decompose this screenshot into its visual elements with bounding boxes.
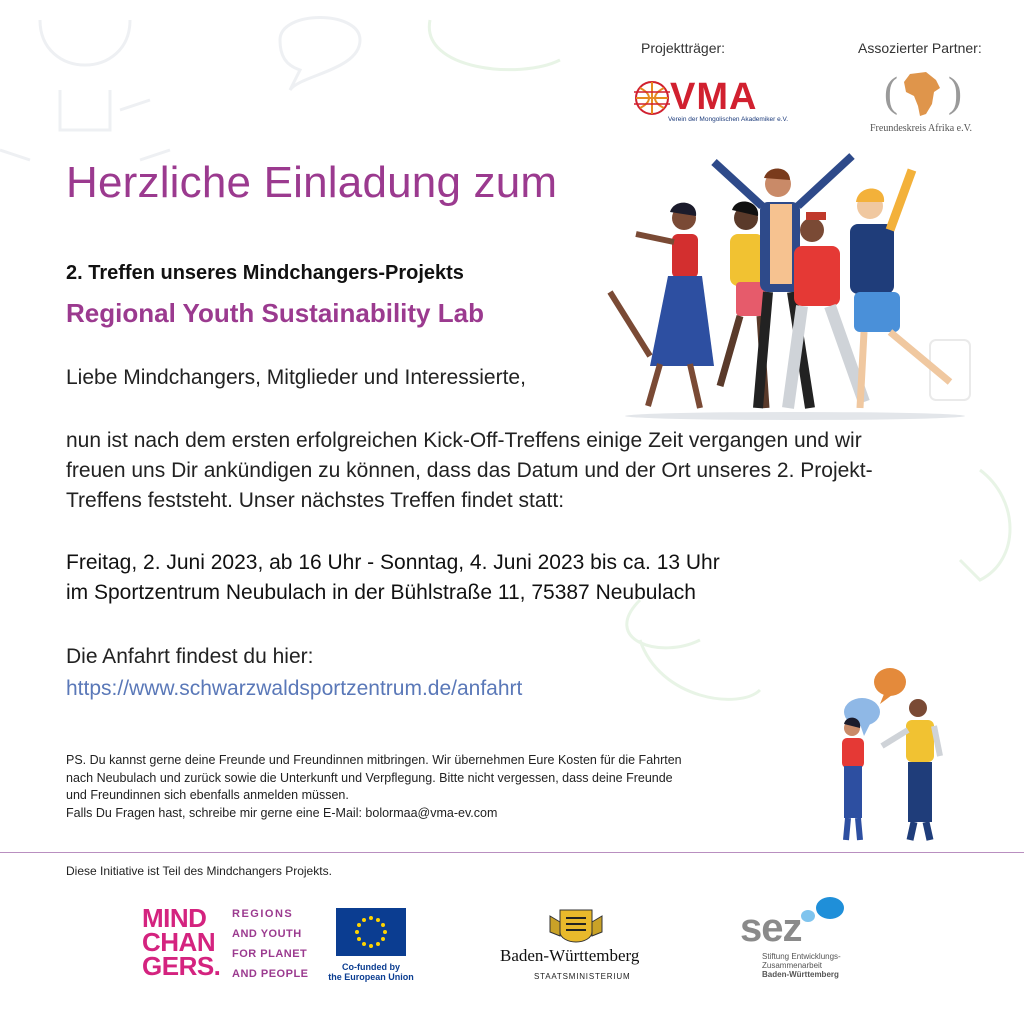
vma-logo-subtitle: Verein der Mongolischen Akademiker e.V. <box>668 116 789 123</box>
postscript-line: PS. Du kannst gerne deine Freunde und Freundinnen mitbringen. Wir übernehmen Eure Kosten für die Fahrten <box>66 753 682 767</box>
tagline-line: REGIONS <box>232 908 294 920</box>
partner-name: Freundeskreis Afrika e.V. <box>870 123 973 134</box>
directions-label: Die Anfahrt findest du hier: <box>66 645 314 668</box>
sez-subtitle <box>762 952 841 979</box>
directions-link[interactable]: https://www.schwarzwaldsportzentrum.de/anfahrt <box>66 677 523 700</box>
tagline-line: FOR PLANET <box>232 948 308 960</box>
lab-name: Regional Youth Sustainability Lab <box>66 298 484 328</box>
event-date: Freitag, 2. Juni 2023, ab 16 Uhr - Sonntag, 4. Juni 2023 bis ca. 13 Uhr <box>66 551 720 574</box>
sez-logo-text: sez <box>740 906 802 950</box>
eu-caption-line: Co-funded by <box>342 962 400 972</box>
mindchangers-logo <box>142 903 232 982</box>
announcement-line: freuen uns Dir ankündigen zu können, dass das Datum und der Ort unseres 2. Projekt- <box>66 459 873 482</box>
bw-coat-of-arms-icon <box>546 906 606 944</box>
bw-sub: STAATSMINISTERIUM <box>534 972 631 981</box>
sez-logo-icon <box>800 894 846 924</box>
event-date-location <box>66 548 720 608</box>
sez-subtitle-line: Baden-Württemberg <box>762 970 839 979</box>
postscript <box>66 752 766 822</box>
conversation-illustration <box>830 664 950 846</box>
initiative-text: Diese Initiative ist Teil des Mindchangers Projekts. <box>66 864 332 878</box>
announcement-paragraph <box>66 426 966 516</box>
sez-subtitle-line: Zusammenarbeit <box>762 961 823 970</box>
vma-logo <box>632 78 792 128</box>
postscript-line: Falls Du Fragen hast, schreibe mir gerne eine E-Mail: bolormaa@vma-ev.com <box>66 805 498 820</box>
mindchangers-logo-line: MIND <box>142 903 207 933</box>
footer-divider <box>0 852 1024 853</box>
mindchangers-logo-line: GERS. <box>142 951 221 981</box>
tagline-line: AND YOUTH <box>232 928 302 940</box>
partner-label: Assozierter Partner: <box>858 40 982 56</box>
announcement-line: Treffens feststeht. Unser nächstes Treffen findet statt: <box>66 489 565 512</box>
group-people-illustration <box>590 146 1000 424</box>
projekttraeger-label: Projektträger: <box>641 40 726 56</box>
greeting: Liebe Mindchangers, Mitglieder und Interessierte, <box>66 366 526 389</box>
mindchangers-logo-line: CHAN <box>142 927 216 957</box>
directions-block <box>66 641 522 705</box>
tagline-line: AND PEOPLE <box>232 968 309 980</box>
eu-flag-icon <box>336 908 406 956</box>
invitation-title: Herzliche Einladung zum <box>66 158 558 207</box>
mindchangers-tagline <box>232 904 332 986</box>
africa-logo-icon <box>884 66 964 122</box>
svg-text:(: ( <box>884 70 898 116</box>
meeting-subheading: 2. Treffen unseres Mindchangers-Projekts <box>66 262 464 284</box>
vma-globe-icon <box>632 78 672 118</box>
svg-text:): ) <box>948 70 962 116</box>
eu-caption-line: the European Union <box>328 972 414 982</box>
eu-caption <box>326 962 416 982</box>
sez-subtitle-line: Stiftung Entwicklungs- <box>762 952 841 961</box>
postscript-line: und Freundinnen sich ebenfalls anmelden müssen. <box>66 788 349 802</box>
postscript-line: nach Neubulach und zurück sowie die Unterkunft und Verpflegung. Bitte nicht vergessen, dass deine Freunde <box>66 770 673 785</box>
event-location: im Sportzentrum Neubulach in der Bühlstraße 11, 75387 Neubulach <box>66 581 696 604</box>
bw-name: Baden-Württemberg <box>500 946 640 965</box>
vma-logo-text: VMA <box>670 76 758 118</box>
announcement-line: nun ist nach dem ersten erfolgreichen Kick-Off-Treffens einige Zeit vergangen und wir <box>66 429 862 452</box>
